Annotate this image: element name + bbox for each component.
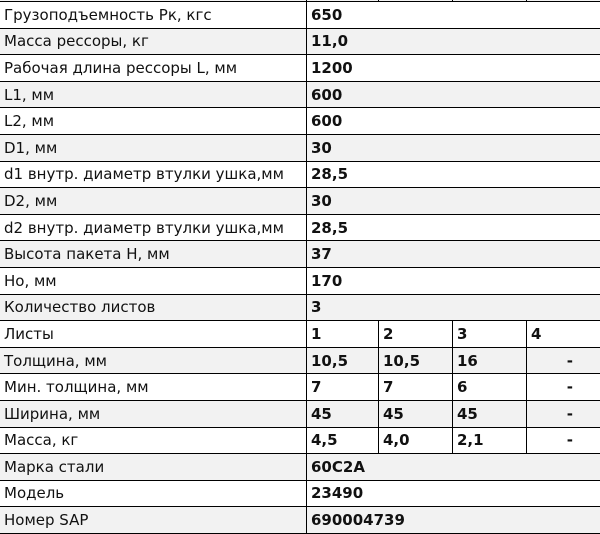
row-label: Модель [0,480,307,507]
row-value: 30 [307,188,600,215]
row-label: Количество листов [0,294,307,321]
leaf-cell: 4 [527,321,600,348]
table-row [0,267,600,294]
leaf-cell: - [527,400,600,427]
table-row [0,427,600,454]
table-row [0,108,600,135]
leaf-cell: 2 [379,321,453,348]
row-label: D1, мм [0,134,307,161]
table-row [0,188,600,215]
row-label: Ho, мм [0,267,307,294]
leaf-cell: - [527,374,600,401]
leaf-cell: 10,5 [379,347,453,374]
table-row [0,134,600,161]
row-value: 600 [307,81,600,108]
row-label: Высота пакета H, мм [0,241,307,268]
row-value: 11,0 [307,28,600,55]
row-label: Толщина, мм [0,347,307,374]
leaf-cell: 10,5 [307,347,379,374]
row-label: Рабочая длина рессоры L, мм [0,55,307,82]
row-label: D2, мм [0,188,307,215]
table-row [0,28,600,55]
row-value: 650 [307,2,600,29]
row-label: Масса рессоры, кг [0,28,307,55]
row-value: 30 [307,134,600,161]
row-value: 23490 [307,480,600,507]
row-label: Мин. толщина, мм [0,374,307,401]
row-value: 28,5 [307,214,600,241]
row-value: 170 [307,267,600,294]
leaf-cell: - [527,347,600,374]
table-row [0,400,600,427]
row-value: 37 [307,241,600,268]
leaf-cell: 7 [307,374,379,401]
row-label: L2, мм [0,108,307,135]
row-label: Марка стали [0,454,307,481]
table-row [0,347,600,374]
leaf-cell: 7 [379,374,453,401]
table-row [0,294,600,321]
row-value: 1200 [307,55,600,82]
table-row [0,161,600,188]
row-value: 3 [307,294,600,321]
leaf-cell: 4,0 [379,427,453,454]
table-row [0,454,600,481]
row-value: 60С2А [307,454,600,481]
leaf-cell: - [527,427,600,454]
table-row [0,241,600,268]
row-label: Масса, кг [0,427,307,454]
row-label: d1 внутр. диаметр втулки ушка,мм [0,161,307,188]
table-row [0,374,600,401]
table-row [0,81,600,108]
leaf-cell: 45 [453,400,527,427]
row-label: L1, мм [0,81,307,108]
leaf-cell: 45 [379,400,453,427]
table-row [0,2,600,29]
leaf-cell: 6 [453,374,527,401]
table-row [0,480,600,507]
leaf-cell: 3 [453,321,527,348]
leaf-cell: 4,5 [307,427,379,454]
row-label: Грузоподъемность Pк, кгс [0,2,307,29]
leaf-cell: 1 [307,321,379,348]
table-row [0,507,600,534]
table-row [0,55,600,82]
row-value: 600 [307,108,600,135]
row-label: Листы [0,321,307,348]
leaf-cell: 45 [307,400,379,427]
row-label: Ширина, мм [0,400,307,427]
leaf-cell: 2,1 [453,427,527,454]
row-value: 690004739 [307,507,600,534]
row-label: d2 внутр. диаметр втулки ушка,мм [0,214,307,241]
row-label: Номер SAP [0,507,307,534]
row-value: 28,5 [307,161,600,188]
table-row [0,214,600,241]
leaf-cell: 16 [453,347,527,374]
table-row [0,321,600,348]
